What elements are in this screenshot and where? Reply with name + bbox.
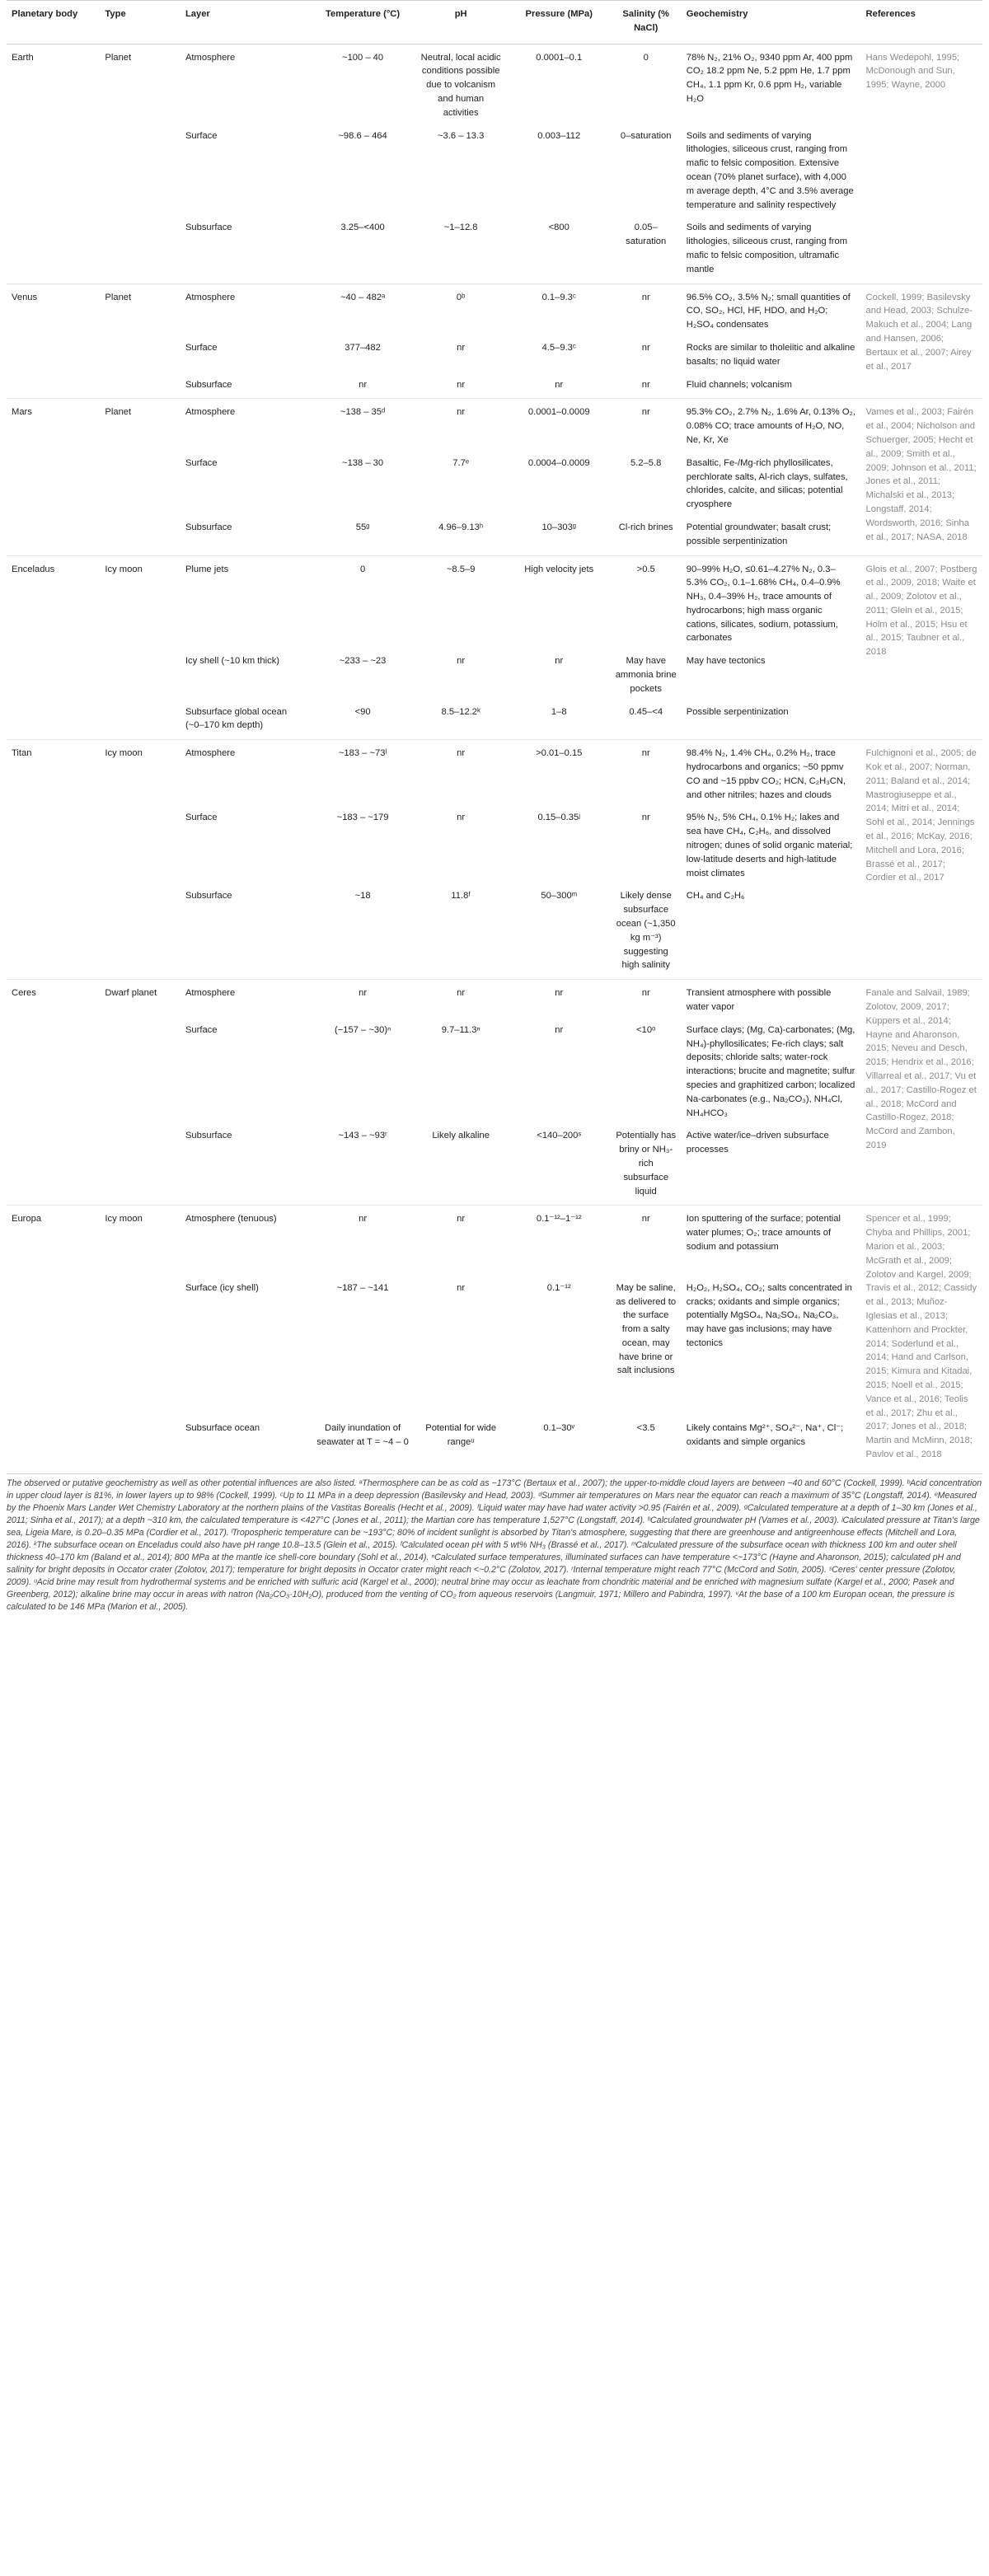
cell-pres: 10–303ᵍ xyxy=(541,522,577,532)
cell-ph: ~1–12.8 xyxy=(443,222,478,233)
cell-body: Titan xyxy=(7,740,100,980)
cell-geo: Fluid channels; volcanism xyxy=(686,379,792,390)
cell-layer: Subsurface xyxy=(185,1131,232,1141)
column-header-layer: Layer xyxy=(180,1,312,44)
cell-temp: nr xyxy=(312,980,415,1021)
cell-temp: 3.25–<400 xyxy=(340,222,385,233)
cell-pres: 0.1⁻¹² xyxy=(546,1282,571,1293)
cell-ph: 11.8ᶠ xyxy=(451,891,471,902)
cell-temp: 0 xyxy=(312,555,415,652)
cell-pres: <140–200ˢ xyxy=(537,1131,582,1141)
cell-temp: ~40 – 482ᵃ xyxy=(312,283,415,339)
cell-sal: nr xyxy=(611,283,682,339)
cell-ph: 7.7ᵉ xyxy=(452,457,470,468)
cell-ph: nr xyxy=(414,1206,507,1279)
cell-geo: Basaltic, Fe-/Mg-rich phyllosilicates, perchlorate salts, Al-rich clays, sulfates, chlorides, calcite, and silicas; potential cryosphere xyxy=(686,457,848,510)
cell-layer: Surface xyxy=(185,813,218,823)
cell-pres: 0.003–112 xyxy=(537,130,581,141)
cell-layer: Plume jets xyxy=(180,555,312,652)
cell-body: Ceres xyxy=(7,980,100,1206)
cell-layer: Subsurface xyxy=(185,891,232,902)
cell-type: Dwarf planet xyxy=(100,980,180,1206)
cell-pres: <800 xyxy=(548,222,569,233)
column-header-pres: Pressure (MPa) xyxy=(508,1,611,44)
cell-ph: 0ᵇ xyxy=(414,283,507,339)
header-row xyxy=(7,1,982,44)
cell-layer: Surface xyxy=(185,457,218,468)
cell-ph: Neutral, local acidic conditions possible due to volcanism and human activities xyxy=(420,52,501,118)
cell-body: Europa xyxy=(7,1206,100,1468)
cell-references: Glois et al., 2007; Postberg et al., 2009, 2018; Waite et al., 2009; Zolotov et al., 2011; Glein et al., 2015; Holm et al., 2015; Hsu et al., 2015; Taubner et al., 2018 xyxy=(861,555,982,740)
cell-layer: Icy shell (~10 km thick) xyxy=(185,656,280,667)
cell-temp: ~18 xyxy=(354,891,371,902)
cell-pres: 1–8 xyxy=(551,706,567,717)
cell-pres: 0.0004–0.0009 xyxy=(527,457,590,468)
cell-ph: nr xyxy=(414,399,507,454)
cell-geo: 95% N₂, 5% CH₄, 0.1% H₂; lakes and sea have CH₄, C₂H₆, and dissolved nitrogen; dunes of solid organic material; low-latitude deserts and high-latitude moist climates xyxy=(686,813,853,878)
cell-pres: High velocity jets xyxy=(508,555,611,652)
cell-geo: Active water/ice–driven subsurface processes xyxy=(686,1131,829,1155)
cell-ph: nr xyxy=(457,656,466,667)
cell-temp: ~233 – ~23 xyxy=(339,656,387,667)
cell-ph: 8.5–12.2ᵏ xyxy=(441,706,480,717)
cell-geo: Transient atmosphere with possible water vapor xyxy=(682,980,861,1021)
cell-body: Earth xyxy=(12,52,34,63)
cell-temp: 55ᵍ xyxy=(355,522,370,532)
cell-temp: (−157 – ~30)ⁿ xyxy=(335,1024,391,1035)
cell-type: Icy moon xyxy=(100,555,180,740)
cell-sal: Cl-rich brines xyxy=(618,522,673,532)
cell-pres: 0.1–30ᵛ xyxy=(543,1423,575,1434)
table-body xyxy=(7,44,982,1468)
cell-ph: Potential for wide rangeᵘ xyxy=(425,1423,497,1448)
cell-layer: Surface xyxy=(185,342,218,353)
cell-references: Hans Wedepohl, 1995; McDonough and Sun, 1995; Wayne, 2000 xyxy=(865,52,960,91)
cell-references: Fulchignoni et al., 2005; de Kok et al., 2007; Norman, 2011; Baland et al., 2014; Mastrogiuseppe et al., 2014; Mitri et al., 2014; Sohl et al., 2014; Jennings et al., 2016; McKay, 2016; Mitchell and Lora, 2016; Brassé et al., 2017; Cordier et al., 2017 xyxy=(861,740,982,980)
cell-sal: <3.5 xyxy=(636,1423,655,1434)
cell-layer: Surface (icy shell) xyxy=(185,1282,259,1293)
cell-references: Vames et al., 2003; Fairén et al., 2004; Nicholson and Schuerger, 2005; Hecht et al., 2009; Smith et al., 2009; Johnson et al., 2011; Jones et al., 2011; Michalski et al., 2013; Longstaff, 2014; Wordsworth, 2016; Sinha et al., 2017; NASA, 2018 xyxy=(861,399,982,555)
cell-pres: nr xyxy=(555,1024,564,1035)
cell-geo: Possible serpentinization xyxy=(686,706,789,717)
cell-sal: 0.05–saturation xyxy=(626,222,667,247)
cell-layer: Subsurface global ocean (~0–170 km depth) xyxy=(185,706,288,731)
cell-sal: May have ammonia brine pockets xyxy=(615,656,677,694)
column-header-sal: Salinity (% NaCl) xyxy=(611,1,682,44)
cell-layer: Subsurface xyxy=(185,379,232,390)
data-table xyxy=(7,0,982,1468)
cell-temp: <90 xyxy=(354,706,371,717)
cell-sal: May be saline, as delivered to the surface from a salty ocean, may have brine or salt inclusions xyxy=(616,1282,677,1376)
cell-temp: ~100 – 40 xyxy=(342,52,384,63)
cell-geo: 78% N₂, 21% O₂, 9340 ppm Ar, 400 ppm CO₂ 18.2 ppm Ne, 5.2 ppm He, 1.7 ppm CH₄, 1.1 ppm Kr, 0.6 ppm H₂, variable H₂O xyxy=(686,52,853,104)
table-row xyxy=(7,980,982,1021)
table-footnote: The observed or putative geochemistry as well as other potential influences are also listed. ᵃThermosphere can be as cold as −173°C (Bertaux et al., 2007); the upper-to-middle cloud layers are between −40 and 60°C (Cockell, 1999). ᵇAcid concentration in upper cloud layer is 81%, in lower layers up to 98% (Cockell, 1999). ᶜUp to 11 MPa in a deep depression (Basilevsky and Head, 2003). ᵈSummer air temperatures on Mars near the equator can reach a maximum of 35°C (Longstaff, 2014). ᵉMeasured by the Phoenix Mars Lander Wet Chemistry Laboratory at the northern plains of the Vastitas Borealis (Hecht et al., 2009). ᶠLiquid water may have had water activity >0.95 (Fairén et al., 2009). ᵍCalculated temperature at a depth of 1–30 km (Jones et al., 2011; Sinha et al., 2017); at a depth ~310 km, the calculated temperature is <427°C (Jones et al., 2011); the Martian core has temperature 1,527°C (Longstaff, 2014). ʰCalculated groundwater pH (Vames et al., 2003). ʲCalculated pressure at Titan's large sea, Ligeia Mare, is 0.20–0.35 MPa (Cordier et al., 2017). ˡTropospheric temperature can be ~193°C; 80% of incident sunlight is absorbed by Titan's atmosphere, suggesting that there are greenhouse and antigreenhouse effects (Mitchell and Lora, 2016). ᵏThe subsurface ocean on Enceladus could also have pH range 10.8–13.5 (Glein et al., 2015). ᶠCalculated ocean pH with 5 wt% NH₃ (Brassé et al., 2017). ᵐCalculated pressure of the subsurface ocean with thickness 100 km and outer shell thickness 40–170 km (Baland et al., 2014); 800 MPa at the mantle ice shell-core boundary (Sohl et al., 2014). ⁿCalculated surface temperatures, illuminated surfaces can have temperature <~173°C (Hayne and Aharonson, 2015); calculated pH and salinity for bright deposits in Occator crater (Zolotov, 2017); temperature for bright deposits in Occator crater might reach <~0.2°C (Zolotov, 2017). ʳInternal temperature might reach 77°C (McCord and Sotin, 2005). ˢCeres' center pressure (Zolotov, 2009). ᵘAcid brine may result from hydrothermal systems and be enriched with sulfuric acid (Kargel et al., 2000); neutral brine may occur as leachate from chondritic material and be enriched with magnesium sulfate (Kargel et al., 2000; Pasek and Greenberg, 2012); alkaline brine may occur in areas with natron (Na₂CO₃·10H₂O), produced from the venting of CO₂ from aqueous reservoirs (Langmuir, 1971; Millero and Pabindra, 1997). ᵛAt the base of a 100 km Europan ocean, the pressure is calculated to be 146 MPa (Marion et al., 2005). xyxy=(7,1473,982,1614)
cell-temp: nr xyxy=(359,379,368,390)
cell-ph: 9.7–11.3ⁿ xyxy=(441,1024,480,1035)
cell-geo: Likely contains Mg²⁺, SO₄²⁻, Na⁺, Cl⁻; oxidants and simple organics xyxy=(686,1423,844,1448)
cell-pres: 0.1⁻¹²–1⁻¹² xyxy=(508,1206,611,1279)
cell-body: Mars xyxy=(7,399,100,555)
cell-sal: 0 xyxy=(643,52,649,63)
column-header-ph: pH xyxy=(414,1,507,44)
cell-geo: 96.5% CO₂, 3.5% N₂; small quantities of CO, SO₂, HCl, HF, HDO, and H₂O; H₂SO₄ condensates xyxy=(682,283,861,339)
cell-temp: ~138 – 35ᵈ xyxy=(312,399,415,454)
table-row xyxy=(7,555,982,652)
cell-temp: ~138 – 30 xyxy=(342,457,384,468)
cell-geo: Soils and sediments of varying lithologies, siliceous crust, ranging from mafic to felsic composition. Extensive ocean (70% planet surface), with 4,000 m average depth, 4°C and 3.5% average temperature and salinity respectively xyxy=(686,130,854,210)
cell-temp: Daily inundation of seawater at T = ~4 – 0 xyxy=(316,1423,409,1448)
cell-temp: ~98.6 – 464 xyxy=(338,130,387,141)
cell-temp: nr xyxy=(312,1206,415,1279)
cell-pres: 4.5–9.3ᶜ xyxy=(541,342,576,353)
cell-pres: 0.0001–0.0009 xyxy=(508,399,611,454)
table-row xyxy=(7,740,982,809)
cell-pres: 50–300ᵐ xyxy=(541,891,578,902)
cell-temp: 377–482 xyxy=(345,342,381,353)
cell-ph: nr xyxy=(457,813,466,823)
cell-ph: ~3.6 – 13.3 xyxy=(438,130,485,141)
cell-layer: Atmosphere (tenuous) xyxy=(180,1206,312,1279)
cell-layer: Subsurface xyxy=(185,222,232,233)
cell-geo: CH₄ and C₂H₆ xyxy=(686,891,745,902)
cell-type: Planet xyxy=(105,52,132,63)
cell-references: Cockell, 1999; Basilevsky and Head, 2003; Schulze-Makuch et al., 2004; Lang and Hansen, 2006; Bertaux et al., 2007; Airey et al., 2017 xyxy=(861,283,982,399)
column-header-body: Planetary body xyxy=(7,1,100,44)
cell-layer: Subsurface xyxy=(185,522,232,532)
cell-layer: Atmosphere xyxy=(180,980,312,1021)
cell-layer: Atmosphere xyxy=(180,283,312,339)
cell-geo: Surface clays; (Mg, Ca)-carbonates; (Mg, NH₄)-phyllosilicates; Fe-rich clays; salt deposits; chloride salts; water-rock interactions; brucite and magnetite; sulfur species and graphitized carbon; localized Na-carbonates (e.g., Na₂CO₃), NH₄Cl, NH₄HCO₃ xyxy=(686,1024,855,1118)
cell-pres: 0.1–9.3ᶜ xyxy=(508,283,611,339)
cell-type: Icy moon xyxy=(100,740,180,980)
cell-ph: 4.96–9.13ʰ xyxy=(438,522,484,532)
cell-geo: Potential groundwater; basalt crust; possible serpentinization xyxy=(686,522,832,546)
cell-ph: ~8.5–9 xyxy=(414,555,507,652)
cell-sal: <10ᵒ xyxy=(636,1024,656,1035)
cell-type: Icy moon xyxy=(100,1206,180,1468)
cell-ph: nr xyxy=(414,740,507,809)
column-header-geo: Geochemistry xyxy=(682,1,861,44)
cell-temp: ~143 – ~93ʳ xyxy=(338,1131,387,1141)
cell-layer: Subsurface ocean xyxy=(185,1423,260,1434)
column-header-type: Type xyxy=(100,1,180,44)
table-row xyxy=(7,399,982,454)
cell-sal: 5.2–5.8 xyxy=(630,457,662,468)
cell-pres: nr xyxy=(555,656,564,667)
cell-sal: nr xyxy=(641,379,650,390)
cell-references: Fanale and Salvail, 1989; Zolotov, 2009, 2017; Küppers et al., 2014; Hayne and Aharonson, 2015; Neveu and Desch, 2015; Hendrix et al., 2016; Villarreal et al., 2017; Vu et al., 2017; Castillo-Rogez et al., 2018; McCord and Castillo-Rogez, 2018; McCord and Zambon, 2019 xyxy=(861,980,982,1206)
cell-geo: Rocks are similar to tholeiitic and alkaline basalts; no liquid water xyxy=(686,342,855,367)
cell-pres: nr xyxy=(555,379,564,390)
column-header-ref: References xyxy=(861,1,982,44)
cell-layer: Surface xyxy=(185,130,218,141)
cell-sal: Likely dense subsurface ocean (~1,350 kg m⁻³) suggesting high salinity xyxy=(616,891,676,971)
cell-sal: nr xyxy=(641,342,650,353)
column-header-temp: Temperature (°C) xyxy=(312,1,415,44)
cell-geo: Ion sputtering of the surface; potential water plumes; O₂; trace amounts of sodium and potassium xyxy=(682,1206,861,1279)
cell-sal: Potentially has briny or NH₃-rich subsurface liquid xyxy=(616,1131,677,1197)
table-row xyxy=(7,283,982,339)
cell-pres: >0.01–0.15 xyxy=(508,740,611,809)
cell-sal: nr xyxy=(611,980,682,1021)
cell-geo: May have tectonics xyxy=(686,656,766,667)
cell-pres: 0.0001–0.1 xyxy=(536,52,583,63)
cell-ph: nr xyxy=(414,980,507,1021)
cell-ph: nr xyxy=(457,342,466,353)
cell-temp: ~183 – ~179 xyxy=(336,813,389,823)
cell-temp: ~187 – ~141 xyxy=(336,1282,389,1293)
cell-body: Venus xyxy=(7,283,100,399)
cell-sal: nr xyxy=(611,740,682,809)
cell-type: Planet xyxy=(100,283,180,399)
cell-geo: 95.3% CO₂, 2.7% N₂, 1.6% Ar, 0.13% O₂, 0.08% CO; trace amounts of H₂O, NO, Ne, Kr, Xe xyxy=(682,399,861,454)
cell-layer: Surface xyxy=(185,1024,218,1035)
table-row xyxy=(7,1206,982,1279)
cell-temp: ~183 – ~73ˡ xyxy=(312,740,415,809)
cell-geo: Soils and sediments of varying lithologies, siliceous crust, ranging from mafic to felsic composition, ultramafic mantle xyxy=(686,222,848,274)
cell-geo: H₂O₂, H₂SO₄, CO₂; salts concentrated in cracks; oxidants and simple organics; potentially MgSO₄, Na₂SO₄, Na₂CO₃, may have gas inclusions; may have tectonics xyxy=(686,1282,852,1348)
cell-type: Planet xyxy=(100,399,180,555)
table-header xyxy=(7,1,982,44)
cell-sal: 0.45–<4 xyxy=(629,706,663,717)
cell-sal: nr xyxy=(611,1206,682,1279)
cell-pres: 0.15–0.35ʲ xyxy=(537,813,581,823)
cell-layer: Atmosphere xyxy=(180,740,312,809)
cell-sal: 0–saturation xyxy=(620,130,672,141)
cell-geo: 90–99% H₂O, ≤0.61–4.27% N₂, 0.3–5.3% CO₂, 0.1–1.68% CH₄, 0.4–0.9% NH₃, 0.4–39% H₂, trace amounts of hydrocarbons; high mass organic cations, silicates, sodium, potassium, carbonates xyxy=(682,555,861,652)
cell-sal: >0.5 xyxy=(611,555,682,652)
cell-ph: nr xyxy=(457,379,466,390)
cell-sal: nr xyxy=(641,813,650,823)
cell-ph: Likely alkaline xyxy=(432,1131,490,1141)
cell-layer: Atmosphere xyxy=(185,52,236,63)
cell-body: Enceladus xyxy=(7,555,100,740)
cell-pres: nr xyxy=(508,980,611,1021)
cell-ph: nr xyxy=(457,1282,466,1293)
cell-sal: nr xyxy=(611,399,682,454)
cell-references: Spencer et al., 1999; Chyba and Phillips, 2001; Marion et al., 2003; McGrath et al., 2009; Zolotov and Kargel, 2009; Travis et al., 2012; Cassidy et al., 2013; Muñoz-Iglesias et al., 2013; Kattenhorn and Prockter, 2014; Soderlund et al., 2014; Hand and Carlson, 2015; Kimura and Kitadai, 2015; Noell et al., 2015; Vance et al., 2016; Teolis et al., 2017; Zhu et al., 2017; Jones et al., 2018; Martin and McMinn, 2018; Pavlov et al., 2018 xyxy=(861,1206,982,1468)
cell-layer: Atmosphere xyxy=(180,399,312,454)
table-row xyxy=(7,44,982,126)
cell-geo: 98.4% N₂, 1.4% CH₄, 0.2% H₂, trace hydrocarbons and organics; ~50 ppmv CO and ~15 ppbv CO₂; HCN, C₂H₃CN, and other nitriles; hazes and clouds xyxy=(682,740,861,809)
